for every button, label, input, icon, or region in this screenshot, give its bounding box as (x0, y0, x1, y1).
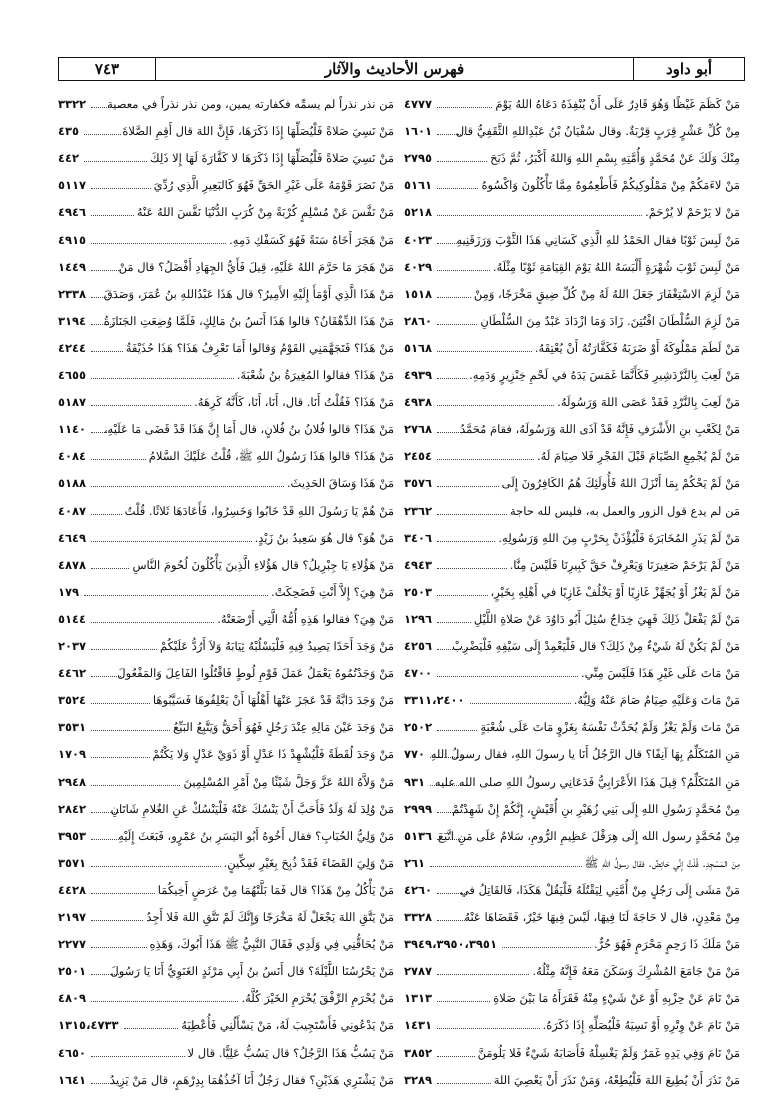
index-entry (58, 438, 394, 464)
hadith-text: مَنْ وَجَدَ دَابَّةً قَدْ عَجَزَ عَنْهَا أَهْلُهَا أَنْ يَعْلِفُوهَا فَسَيَّبُوهَا (152, 693, 394, 708)
leader-dots (91, 649, 157, 650)
hadith-text: مِنْ كُلِّ عَشْرٍ قِرَبٍ قِرْبَةٌ. وقال سُفْيَانُ بْنُ عَبْدِاللهِ الثَّقَفِيُّ قال (455, 124, 740, 139)
leader-dots (437, 595, 487, 596)
hadith-text: مَنْ هَذَا؟ فَتَجَهَّمَنِي القَوْمُ وَقالوا أَمَا تَعْرِفُ هَذَا؟ هَذَا حُذَيْفَةُ (125, 340, 394, 355)
leader-dots (91, 757, 149, 758)
hadith-text: مَنْ هَذَا؟ فقالوا المُغِيرَةُ بنُ شُعْبَةَ. (236, 368, 394, 382)
hadith-number: ٤٧٧٧ (404, 97, 433, 111)
page-header (58, 57, 745, 81)
leader-dots (437, 459, 534, 460)
hadith-number: ٤٢٥٦ (404, 639, 433, 653)
hadith-number: ٤٤٢ (58, 151, 80, 166)
hadith-text: مَنْ لَمْ يَذَرِ المُخَابَرَةَ فَلْيُؤْذَنْ بِحَرْبٍ مِنَ اللهِ وَرَسُولِهِ. (498, 530, 740, 545)
hadith-text: مَنْ يَتَّقِ اللهَ يَجْعَلْ لَهُ مَخْرَجًا وَإِنَّكَ لَمْ تَتَّقِ اللهَ فَلا أَجِدُ (146, 910, 394, 924)
page-number: ٧٤٣ (59, 58, 156, 80)
hadith-number: ٥١١٧ (58, 178, 87, 193)
hadith-text: مَنْ كَظَمَ غَيْظًا وَهُوَ قَادِرٌ عَلَى أَنْ يُنْفِذَهُ دَعَاهُ اللهُ يَوْمَ (495, 97, 740, 111)
hadith-text: مَنْ لَمْ يَرْحَمْ صَغِيرَنَا وَيَعْرِفْ حَقَّ كَبِيرِنَا فَلَيْسَ مِنَّا. (509, 557, 740, 572)
hadith-number: ٣٨٥٢ (404, 1045, 433, 1060)
leader-dots (437, 405, 554, 406)
hadith-text: مَنْ لاءَمَكُمْ مِنْ مَمْلُوكِيكُمْ فَأَطْعِمُوهُ مِمَّا تَأْكُلُونَ وَاكْسُوهُ (481, 178, 740, 193)
hadith-text: مَنْ وَجَدَ لُقَطَةً فَلْيُشْهِدْ ذَا عَدْلٍ أَوْ ذَوَيْ عَدْلٍ وَلا يَكْتُمْ (152, 747, 394, 762)
index-entry (404, 872, 740, 898)
hadith-text: مَنْ نَذَرَ أَنْ يُطِيعَ اللهَ فَلْيُطِعْهُ، وَمَنْ نَذَرَ أَنْ يَعْصِيَ اللهَ (493, 1072, 740, 1087)
hadith-number: ٢٤٥٤ (404, 449, 433, 464)
hadith-number: ٢١٩٧ (58, 910, 87, 924)
hadith-number: ١٥١٨ (404, 286, 433, 301)
hadith-text: مَنْ يَشْتَرِي هَذَيْنِ؟ فقال رَجُلٌ أَنَا آخُذُهُمَا بِدِرْهَمٍ، قال مَنْ يَزِيدُ (109, 1072, 394, 1087)
hadith-number: ٤٢٤٤ (58, 340, 87, 355)
index-entry (58, 574, 394, 600)
leader-dots (91, 785, 180, 786)
hadith-text: مَنْ نَصَرَ قَوْمَهُ عَلَى غَيْرِ الحَقِّ فَهُوَ كَالبَعِيرِ الَّذِي رُدِّيَ (153, 178, 394, 193)
index-entry (58, 520, 394, 546)
leader-dots (91, 1056, 184, 1057)
leader-dots (84, 595, 268, 596)
leader-dots (437, 378, 467, 379)
leader-dots (437, 1056, 475, 1057)
hadith-text: مَن لم يدع قول الزور والعمل به، فليس لله حاجة (509, 503, 740, 518)
hadith-number: ٢٧٨٧ (404, 964, 433, 979)
index-entry (404, 953, 740, 979)
hadith-text: مَنْ يُحَاقُّنِي فِي وَلَدِي فَقَالَ النَّبِيُّ ﷺ هَذَا أَبُوكَ، وَهَذِهِ (149, 937, 394, 952)
hadith-number: ١٢٩٦ (404, 611, 433, 626)
hadith-number: ٤٢٦٠ (404, 882, 433, 897)
leader-dots (470, 703, 571, 704)
leader-dots (437, 974, 529, 975)
hadith-number: ٢٨٦٠ (404, 313, 433, 328)
index-entry (404, 709, 740, 735)
hadith-number: ٢٣٣٨ (58, 286, 87, 301)
leader-dots (430, 866, 581, 867)
hadith-text: مَنْ هُوَ؟ قال هُوَ سَعِيدُ بنُ زَيْدٍ. (254, 530, 394, 545)
hadith-number: ١٤٣١ (404, 1018, 433, 1033)
hadith-number: ٤٠٢٣ (404, 232, 433, 247)
leader-dots (437, 486, 499, 487)
leader-dots (437, 730, 477, 731)
hadith-number: ٢٥٠٣ (404, 584, 433, 599)
index-entry (58, 411, 394, 437)
index-entry (58, 384, 394, 410)
index-entry (404, 1007, 740, 1033)
index-entry (58, 818, 394, 844)
index-entry (404, 926, 740, 952)
leader-dots (124, 1028, 179, 1029)
hadith-number: ٣٥٣١ (58, 720, 87, 735)
leader-dots (437, 541, 495, 542)
hadith-number: ٢٧٦٨ (404, 422, 433, 437)
index-entry (58, 167, 394, 193)
hadith-text: مِنْكَ وَلَكَ عَنْ مُحَمَّدٍ وَأُمَّتِهِ بِسْمِ اللهِ وَاللهُ أَكْبَرُ، ثُمَّ ذَبَحَ (490, 151, 740, 166)
leader-dots (91, 730, 170, 731)
hadith-number: ٢٣٦٢ (404, 503, 433, 518)
leader-dots (437, 270, 490, 271)
hadith-text: مَنْ يَحْرُسُنَا اللَّيْلَةَ؟ قال أَنَسُ بنُ أَبِي مَرْثَدٍ الغَنَوِيُّ أَنَا يَا رَسُولَ (110, 964, 394, 979)
hadith-number: ١٦٤١ (58, 1072, 87, 1087)
hadith-text: مَنْ لَزِمَ الاسْتِغْفَارَ جَعَلَ اللهُ لَهُ مِنْ كُلِّ ضِيقٍ مَخْرَجًا، وَمِنْ (473, 286, 740, 301)
index-entry (404, 628, 740, 654)
hadith-text: مَنْ لَزِمَ السُّلْطَانَ افْتُتِنَ. زَادَ وَمَا ازْدَادَ عَبْدٌ مِنَ السُّلْطَانِ (480, 313, 740, 328)
leader-dots (91, 459, 146, 460)
index-entry (404, 465, 740, 491)
hadith-text: مَنْ يَدْعُونِي فَأَسْتَجِيبَ لَهُ، مَنْ يَسْأَلُنِي فَأُعْطِيَهُ (181, 1018, 394, 1033)
leader-dots (437, 514, 507, 515)
leader-dots (91, 188, 151, 189)
hadith-text: مِنَ المَسْجِدِ. قُلْتُ إِنِّي حَائِضٌ. فقال رسولُ اللهِ ﷺ (584, 855, 740, 870)
index-entry (58, 113, 394, 139)
hadith-text: مَنْ لَعِبَ بِالنَّرْدَشِيرِ فَكَأَنَّمَا غَمَسَ يَدَهُ في لَحْمِ خِنْزِيرٍ وَدَمِهِ. (469, 368, 740, 382)
index-entry (58, 980, 394, 1006)
hadith-number: ٤٩٣٨ (404, 395, 433, 410)
hadith-number: ٤٩٤٣ (404, 557, 433, 572)
index-entry (58, 86, 394, 112)
index-entry (404, 520, 740, 546)
index-entry (58, 1035, 394, 1061)
leader-dots (91, 378, 234, 379)
index-entry (58, 465, 394, 491)
hadith-text: مَنْ مَشَى إِلَى رَجُلٍ مِنْ أُمَّتِي لِيَقْتُلَهُ فَلْيَقُلْ هَكَذَا، فَالقَاتِلُ في (459, 882, 740, 897)
hadith-number: ٧٧٠ (404, 747, 426, 762)
hadith-text: مَنْ نَسِيَ صَلاةً فَلْيُصَلِّهَا إِذَا ذَكَرَهَا لا كَفَّارَةَ لَهَا إِلا ذَلِكَ (150, 151, 394, 166)
hadith-text: مَنْ هُمْ يَا رَسُولَ اللهِ قَدْ خَابُوا وَخَسِرُوا، فَأَعَادَهَا ثَلاثًا. قُلْتُ (124, 503, 394, 518)
hadith-text: مِنْ مَعْدِنٍ، قال لا حَاجَةَ لَنَا فِيهَا، لَيْسَ فِيهَا خَيْرٌ، فَقَضَاهَا عَنْهُ (464, 910, 740, 924)
hadith-number: ٢٦١ (404, 855, 426, 870)
hadith-number: ٣٣١١،٢٤٠٠ (404, 693, 465, 708)
hadith-text: مَنْ هَؤُلاءِ يَا جِبْرِيلُ؟ قال هَؤُلاءِ الَّذِينَ يَأْكُلُونَ لُحُومَ النَّاسِ (132, 557, 394, 572)
index-entry (58, 655, 394, 681)
hadith-number: ٣٤٠٦ (404, 530, 433, 545)
hadith-number: ٣١٩٤ (58, 313, 87, 328)
index-entry (58, 330, 394, 356)
index-entry (58, 601, 394, 627)
index-entry (404, 655, 740, 681)
index-entry (404, 493, 740, 519)
hadith-text: مَنْ لَعِبَ بِالنَّرْدِ فَقَدْ عَصَى اللهَ وَرَسُولَهُ. (557, 395, 740, 410)
leader-dots (91, 243, 226, 244)
leader-dots (437, 568, 507, 569)
index-entry (404, 682, 740, 708)
leader-dots (91, 622, 214, 623)
hadith-text: مَنْ مَلَكَ ذَا رَحِمٍ مَحْرَمٍ فَهُوَ حُرٌّ. (593, 937, 740, 952)
hadith-text: مَنْ هَذَا؟ قالوا فُلانُ بنُ فُلانٍ، قال أَمَا إِنَّ هَذَا قَدْ قَضَى مَا عَلَيْهِ، (103, 422, 394, 437)
hadith-number: ٢٥٠١ (58, 964, 87, 979)
index-entry (404, 791, 740, 817)
hadith-text: مَنْ لَمْ يُجْمِعِ الصِّيَامَ قَبْلَ الفَجْرِ فَلا صِيَامَ لَهُ. (537, 449, 740, 464)
hadith-text: مَنْ هَذَا وَسَاقَ الحَدِيثَ. (286, 476, 394, 491)
index-entry (404, 1062, 740, 1088)
hadith-number: ٢٧٩٥ (404, 151, 433, 166)
hadith-number: ٤٤٢٨ (58, 882, 87, 897)
hadith-number: ٤٩١٥ (58, 232, 87, 247)
index-entry (58, 791, 394, 817)
index-entry (404, 194, 740, 220)
index-entry (58, 628, 394, 654)
index-entry (404, 547, 740, 573)
hadith-number: ٣٩٥٣ (58, 828, 87, 843)
leader-dots (91, 866, 221, 867)
hadith-text: مَنْ لَمْ يَغْزُ أَوْ يُجَهِّزْ غَازِيًا أَوْ يَخْلُفْ غَازِيًا في أَهْلِهِ بِخَيْرٍ، (490, 584, 740, 599)
hadith-number: ٤٦٥٥ (58, 368, 87, 382)
hadith-text: مَنْ وَجَدَ أَحَدًا يَصِيدُ فِيهِ فَلْيَسْلُبْهُ ثِيَابَهُ وَلاَ أَرُدُّ عَلَيْكُمْ (159, 639, 394, 653)
hadith-number: ١٧٠٩ (58, 747, 87, 762)
leader-dots (91, 568, 129, 569)
index-entry (58, 872, 394, 898)
hadith-number: ٥١٤٤ (58, 611, 87, 626)
hadith-number: ٤٠٨٤ (58, 449, 87, 464)
hadith-text: مَنْ لَبِسَ ثَوْبَ شُهْرَةٍ أَلْبَسَهُ اللهُ يَوْمَ القِيَامَةِ ثَوْبًا مِثْلَهُ. (492, 259, 740, 274)
hadith-number: ٢٠٣٧ (58, 639, 87, 653)
index-entry (58, 764, 394, 790)
leader-dots (91, 893, 155, 894)
leader-dots (437, 920, 467, 921)
hadith-text: مَنْ وَلِيُّ الحُبَابِ؟ فقال أَخُوهُ أَبُو اليَسَرِ بنُ عَمْرٍو، فَبَعَثَ إِلَيْهِ (118, 828, 394, 843)
hadith-text: مَنْ وَلِيَ القَضَاءَ فَقَدْ ذُبِحَ بِغَيْرِ سِكِّينٍ. (223, 855, 394, 870)
hadith-text: مِنْ مُحَمَّدٍ رَسُولِ اللهِ إِلَى بَنِي زُهَيْرِ بنِ أُقَيْشٍ، إِنَّكُمْ إِنْ شَهِدْتُمْ (452, 801, 740, 816)
hadith-number: ٢٩٤٨ (58, 774, 87, 789)
hadith-number: ٢٥٠٢ (404, 720, 433, 735)
index-entry (58, 357, 394, 383)
hadith-text: مَنْ هَذَا؟ فَقُلْتُ أَنَا. قال، أَنَا، أَنَا، كَأَنَّهُ كَرِهَهُ. (194, 395, 394, 410)
index-entry (404, 845, 740, 871)
hadith-number: ٣٥٧٦ (404, 476, 433, 491)
hadith-number: ٤٣٥ (58, 124, 80, 139)
hadith-text: مَنْ لَمْ يَفْعَلْ ذَلِكَ فَهِيَ خِدَاجٌ سُئِلَ أَبُو دَاوُدَ عَنْ صَلاةِ اللَّيْلِ (473, 611, 740, 626)
hadith-number: ١٣١٣ (404, 991, 433, 1006)
index-entry (404, 764, 740, 790)
index-entry (58, 953, 394, 979)
leader-dots (91, 351, 123, 352)
leader-dots (91, 703, 150, 704)
hadith-text: مَنْ نَفَّسَ عَنْ مُسْلِمٍ كُرْبَةً مِنْ كُرَبِ الدُّنْيَا نَفَّسَ اللهُ عَنْهُ (136, 205, 394, 220)
hadith-text: مَنْ لَطَمَ مَمْلُوكَهُ أَوْ ضَرَبَهُ فَكَفَّارَتُهُ أَنْ يُعْتِقَهُ. (534, 340, 740, 355)
hadith-number: ١٦٠١ (404, 124, 433, 139)
hadith-number: ١٣١٥،٤٧٣٣ (58, 1018, 119, 1033)
leader-dots (437, 622, 471, 623)
index-entry (404, 276, 740, 302)
hadith-number: ٥١٦٨ (404, 340, 433, 355)
leader-dots (91, 486, 284, 487)
hadith-number: ٤٦٥٠ (58, 1045, 87, 1060)
index-entry (404, 438, 740, 464)
hadith-number: ٢٨٤٢ (58, 801, 87, 816)
hadith-text: مَنْ لا يَرْحَمْ لا يُرْحَمْ. (645, 205, 740, 220)
right-column (404, 86, 740, 1096)
hadith-text: مَنْ لِكَعْبِ بنِ الأَشْرَفِ فَإِنَّهُ قَدْ آذَى اللهَ وَرَسُولَهُ، فقامَ مُحَمَّدُ (460, 422, 740, 437)
index-entry (404, 411, 740, 437)
index-entry (58, 899, 394, 925)
hadith-number: ٤٩٤٦ (58, 205, 87, 220)
hadith-text: مَنْ هَذَا الدِّهْقَانُ؟ قالوا هَذَا أَنَسُ بنُ مَالِكٍ، فَلَمَّا وُضِعَتِ الجَنَازَةُ (103, 313, 394, 328)
hadith-number: ٣٣٢٨ (404, 910, 433, 924)
leader-dots (91, 920, 143, 921)
leader-dots (437, 351, 532, 352)
index-entry (58, 709, 394, 735)
leader-dots (91, 405, 191, 406)
index-entry (58, 845, 394, 871)
hadith-text: مَن نذر نذراً لم يسمِّه فكفارته يمين، ومن نذر نذراً في معصية (107, 97, 394, 111)
hadith-text: مَنْ مَاتَ وَعَلَيْهِ صِيَامٌ صَامَ عَنْهُ وَلِيُّهُ. (573, 693, 740, 708)
index-entry (404, 249, 740, 275)
leader-dots (91, 270, 121, 271)
leader-dots (437, 1028, 540, 1029)
index-entry (58, 140, 394, 166)
leader-dots (437, 161, 487, 162)
hadith-number: ٣٣٢٢ (58, 97, 87, 111)
leader-dots (437, 324, 477, 325)
index-entry (58, 1007, 394, 1033)
index-entry (58, 249, 394, 275)
index-entry (404, 167, 740, 193)
hadith-number: ٥١٣٦ (404, 828, 433, 843)
hadith-number: ١٧٩ (58, 584, 80, 599)
hadith-text: مَنِ المُتَكَلِّمُ؟ قِيلَ هَذَا الأَعْرَابِيُّ فَدَعَانِي رسولُ اللهِ صلى الله عليه (434, 774, 740, 789)
hadith-number: ٥١٦١ (404, 178, 433, 193)
index-title: فهرس الأحاديث والآثار (324, 60, 465, 78)
book-name: أبو داود (633, 58, 744, 80)
left-column (58, 86, 394, 1096)
hadith-number: ٤٨٧٨ (58, 557, 87, 572)
hadith-text: مَنْ مَاتَ وَلَمْ يَغْزُ وَلَمْ يُحَدِّثْ نَفْسَهُ بِغَزْوٍ مَاتَ عَلَى شُعْبَةٍ (480, 720, 740, 735)
hadith-text: مَنْ هِيَ؟ فقالوا هَذِهِ أُمُّهُ الَّتِي أَرْضَعَتْهُ. (217, 611, 394, 626)
index-entry (58, 276, 394, 302)
index-entry (58, 682, 394, 708)
index-entry (404, 818, 740, 844)
hadith-number: ٤٠٨٧ (58, 503, 87, 518)
hadith-text: مَنْ لَبِسَ ثَوْبًا فقال الحَمْدُ للهِ الَّذِي كَسَانِي هَذَا الثَّوْبَ وَرَزَقَنِيهِ (456, 232, 740, 247)
index-entry (404, 357, 740, 383)
hadith-text: مَنْ مَاتَ عَلَى غَيْرِ هَذَا فَلَيْسَ مِنِّي. (580, 666, 740, 681)
leader-dots (91, 947, 146, 948)
hadith-number: ٣٥٢٤ (58, 693, 87, 708)
leader-dots (91, 1001, 238, 1002)
leader-dots (437, 188, 478, 189)
leader-dots (84, 161, 147, 162)
hadith-text: مَنِ المُتَكَلِّمُ بِهَا آنِفًا؟ قال الرَّجُلُ أَنَا يا رسولَ اللهِ، فقال رسولُ اللهِ (430, 747, 740, 762)
index-entry (404, 736, 740, 762)
index-entry (404, 330, 740, 356)
hadith-text: مِنْ مُحَمَّدٍ رسول الله إِلَى هِرَقْلَ عَظِيمِ الرُّومِ، سَلامٌ عَلَى مَنِ اتَّبَعَ (437, 828, 740, 843)
hadith-number: ٥١٨٨ (58, 476, 87, 491)
index-entry (404, 86, 740, 112)
leader-dots (437, 297, 471, 298)
leader-dots (437, 676, 578, 677)
hadith-text: مَنْ نَامَ عَنْ حِزْبِهِ أَوْ عَنْ شَيْءٍ مِنْهُ فَقَرَأَهُ مَا بَيْنَ صَلاةِ (493, 991, 740, 1006)
hadith-number: ٤٦٤٩ (58, 530, 87, 545)
hadith-number: ٥٢١٨ (404, 205, 433, 220)
leader-dots (84, 134, 121, 135)
index-entry (404, 601, 740, 627)
index-entry (58, 194, 394, 220)
leader-dots (91, 514, 122, 515)
hadith-text: مَنْ هَذَا الَّذِي أَوْمَأَ إِلَيْهِ الأَمِيرُ؟ قال هَذَا عَبْدُاللهِ بنُ عُمَرَ، وَصَدَقَ (103, 286, 394, 301)
leader-dots (502, 947, 591, 948)
hadith-number: ٤٩٣٩ (404, 368, 433, 382)
hadith-text: مَنْ وَلاَّهُ اللهُ عَزَّ وَجَلَّ شَيْئًا مِنْ أَمْرِ المُسْلِمِينَ (183, 774, 394, 789)
index-entry (404, 140, 740, 166)
hadith-text: مَنْ وَجَدْتُمُوهُ يَعْمَلُ عَمَلَ قَوْمِ لُوطٍ فَاقْتُلُوا الفَاعِلَ وَالمَفْعُولَ (117, 666, 394, 681)
index-entry (58, 926, 394, 952)
hadith-number: ١٤٤٩ (58, 259, 87, 274)
leader-dots (437, 1001, 490, 1002)
hadith-number: ١١٤٠ (58, 422, 87, 437)
index-entry (404, 899, 740, 925)
hadith-text: مَنْ لَمْ يَحْكُمْ بِمَا أَنْزَلَ اللهُ فَأُولَئِكَ هُمُ الكَافِرُونَ إِلَى (501, 476, 740, 491)
hadith-text: مَنْ يُحْرَمِ الرِّفْقَ يُحْرَمِ الخَيْرَ كُلَّهُ. (241, 991, 394, 1006)
index-entry (58, 1062, 394, 1088)
index-entry (58, 303, 394, 329)
index-entry (404, 574, 740, 600)
index-entry (404, 222, 740, 248)
index-entry (404, 980, 740, 1006)
hadith-number: ٥١٨٧ (58, 395, 87, 410)
hadith-text: مَنْ يَأْكُلُ مِنْ هَذَا؟ قال فَمَا بَلَّتْهُمَا مِنْ عَرَضٍ أَخِيكُمَا (157, 882, 394, 897)
hadith-text: مَنْ مَنْ جَامَعَ المُشْرِكَ وَسَكَنَ مَعَهُ فَإِنَّهُ مِثْلُهُ. (532, 964, 740, 979)
hadith-text: مَنْ هَذَا؟ قالوا هَذَا رَسُولُ اللهِ ﷺ، قُلْتُ عَلَيْكَ السَّلامُ (148, 449, 394, 464)
hadith-text: مَنْ لَمْ يَكُنْ لَهُ شَيْءٌ مِنْ ذَلِكَ؟ قال فَلْيَعْمِدْ إِلَى سَيْفِهِ فَلْيَضْرِبْ (452, 639, 740, 653)
hadith-number: ٩٣١ (404, 774, 426, 789)
hadith-number: ٣٩٤٩،٣٩٥٠،٣٩٥١ (404, 937, 497, 952)
hadith-text: مَنْ يَسُبُّ هَذَا الرَّجُلُ؟ قال يَسُبُّ عَلِيًّا. قال لا (187, 1045, 394, 1060)
hadith-text: مَنْ نَامَ عَنْ وِتْرِهِ أَوْ نَسِيَهُ فَلْيُصَلِّهِ إِذَا ذَكَرَهُ. (542, 1018, 740, 1033)
hadith-text: مَنْ نَامَ وَفِي يَدِهِ غَمَرٌ وَلَمْ يَغْسِلْهُ فَأَصَابَهُ شَيْءٌ فَلا يَلُومَنَّ (477, 1045, 740, 1060)
hadith-number: ٤٤٦٢ (58, 666, 87, 681)
hadith-number: ٢٢٧٧ (58, 937, 87, 952)
hadith-text: مَنْ هِيَ؟ إِلاَّ أَنْتِ فَضَحِكَتْ. (271, 584, 394, 599)
index-entry (58, 736, 394, 762)
hadith-number: ٢٩٩٩ (404, 801, 433, 816)
hadith-number: ٤٨٠٩ (58, 991, 87, 1006)
hadith-text: مَنْ نَسِيَ صَلاةً فَلْيُصَلِّهَا إِذَا ذَكَرَهَا، فَإِنَّ اللهَ قال أَقِمِ الصَّلاةَ (122, 124, 394, 139)
index-entry (404, 384, 740, 410)
leader-dots (91, 541, 252, 542)
hadith-number: ٣٥٧١ (58, 855, 87, 870)
leader-dots (437, 1083, 491, 1084)
index-entry (404, 1035, 740, 1061)
index-entry (404, 303, 740, 329)
hadith-number: ٤٠٢٩ (404, 259, 433, 274)
leader-dots (437, 215, 642, 216)
leader-dots (91, 215, 134, 216)
hadith-text: مَنْ وُلِدَ لَهُ وَلَدٌ فَأَحَبَّ أَنْ يَنْسُكَ عَنْهُ فَلْيَنْسُكْ عَنِ الغُلامِ شَاتَانِ (110, 801, 394, 816)
hadith-text: مَنْ وَجَدَ عَيْنَ مَالِهِ عِنْدَ رَجُلٍ فَهُوَ أَحَقُّ وَيَتَّبِعُ البَيِّعُ (173, 720, 394, 735)
leader-dots (91, 839, 121, 840)
hadith-text: مَنْ هَجَرَ مَا حَرَّمَ اللهُ عَلَيْهِ، قِيلَ فَأَيُّ الجِهَادِ أَفْضَلُ؟ قال مَنْ (118, 259, 394, 274)
hadith-number: ٣٢٨٩ (404, 1072, 433, 1087)
hadith-text: مَنْ هَجَرَ أَخَاهُ سَنَةً فَهُوَ كَسَفْكِ دَمِهِ. (229, 232, 394, 247)
index-entry (58, 493, 394, 519)
index-entry (404, 113, 740, 139)
leader-dots (437, 107, 492, 108)
index-entry (58, 222, 394, 248)
hadith-number: ٤٧٠٠ (404, 666, 433, 681)
index-entry (58, 547, 394, 573)
